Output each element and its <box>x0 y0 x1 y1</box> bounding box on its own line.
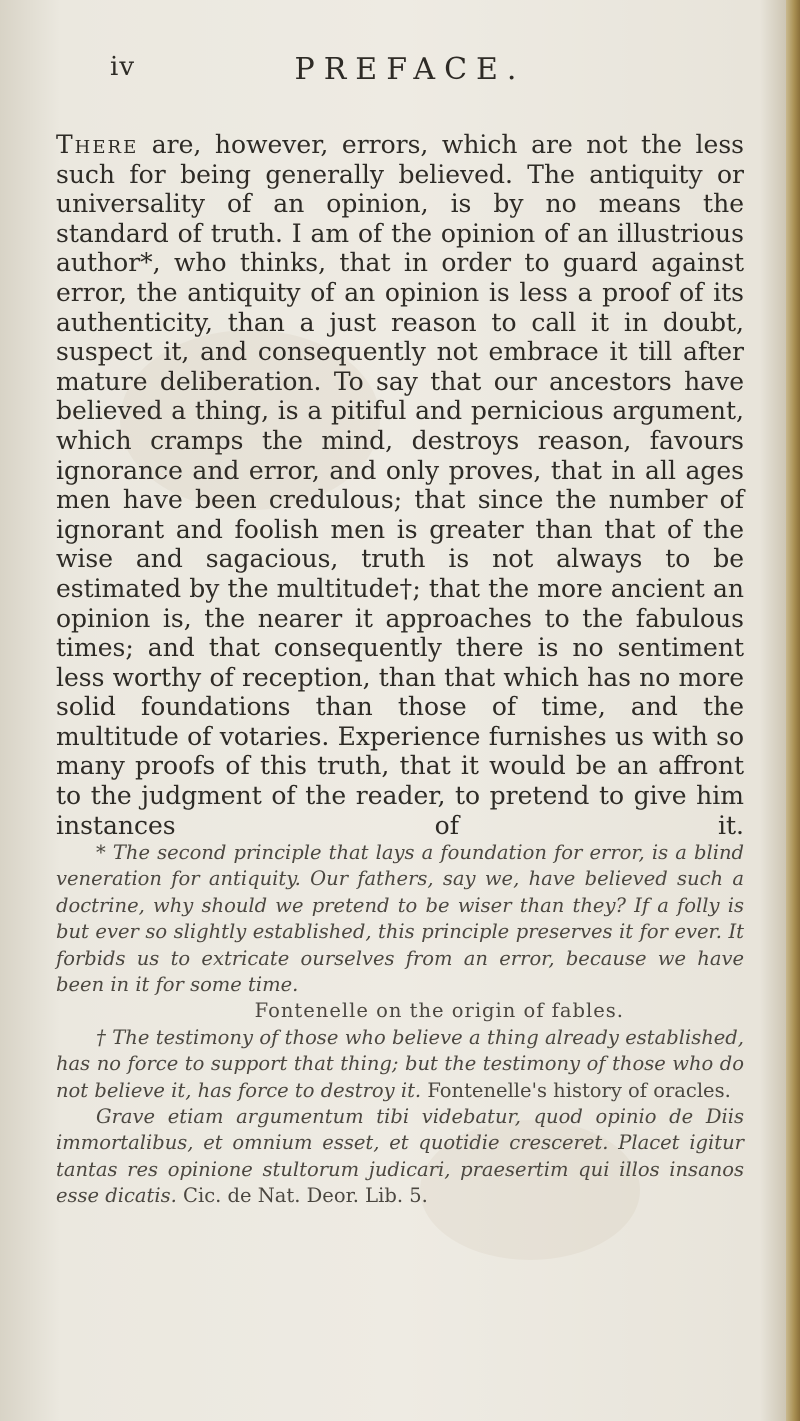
footnotes <box>56 840 744 1210</box>
footnote-1-attribution: Fontenelle on the origin of fables. <box>254 999 624 1023</box>
latin-quote <box>56 1104 744 1210</box>
body-text: are, however, errors, which are not the less such for being generally believed. The antiquity or universality of an opinion, is by no means the standard of truth. I am of the opinion of an illustrious author*, who thinks, that in order to guard against error, the antiquity of an opinion is less a proof of its authenticity, than a just reason to call it in doubt, suspect it, and consequently not embrace it till after mature deliberation. To say that our ancestors have believed a thing, is a pitiful and pernicious argument, which cramps the mind, destroys reason, favours ignorance and error, and only proves, that in all ages men have been credulous; that since the number of ignorant and foolish men is greater than that of the wise and sagacious, truth is not always to be estimated by the multitude†; that the more ancient an opinion is, the nearer it approaches to the fabulous times; and that consequently there is no sentiment less worthy of reception, than that which has no more solid foundations than those of time, and the multitude of votaries. Experience furnishes us with so many proofs of this truth, that it would be an affront to the judgment of the reader, to pretend to give him instances of it. <box>56 130 744 840</box>
footnote-2 <box>56 1025 744 1104</box>
body-paragraph <box>56 130 744 840</box>
footnote-1: * The second principle that lays a foundation for error, is a blind veneration for antiquity. Our fathers, say we, have believed such a doctrine, why should we pretend to be wiser than they? If a folly is but ever so slightly established, this principle preserves it for ever. It forbids us to extricate ourselves from an error, because we have been in it for some time. <box>56 841 744 997</box>
latin-quote-text: Grave etiam argumentum tibi videbatur, quod opinio de Diis immortalibus, et omnium esset, et quotidie cresceret. Placet igitur tantas res opinione stultorum judicari, praesertim qui illos insanos esse dicatis. <box>56 1105 744 1208</box>
page-header <box>110 52 710 92</box>
book-spine-edge <box>786 0 800 1421</box>
running-head: PREFACE. <box>294 52 526 87</box>
latin-quote-attribution: Cic. de Nat. Deor. Lib. 5. <box>183 1184 428 1208</box>
page-number: iv <box>110 52 136 82</box>
opening-word: There <box>56 130 139 159</box>
footnote-2-attribution: Fontenelle's history of oracles. <box>427 1078 731 1102</box>
footnote-2-text: † The testimony of those who believe a thing already established, has no force to support that thing; but the testimony of those who do not believe it, has force to destroy it. <box>56 1025 744 1102</box>
